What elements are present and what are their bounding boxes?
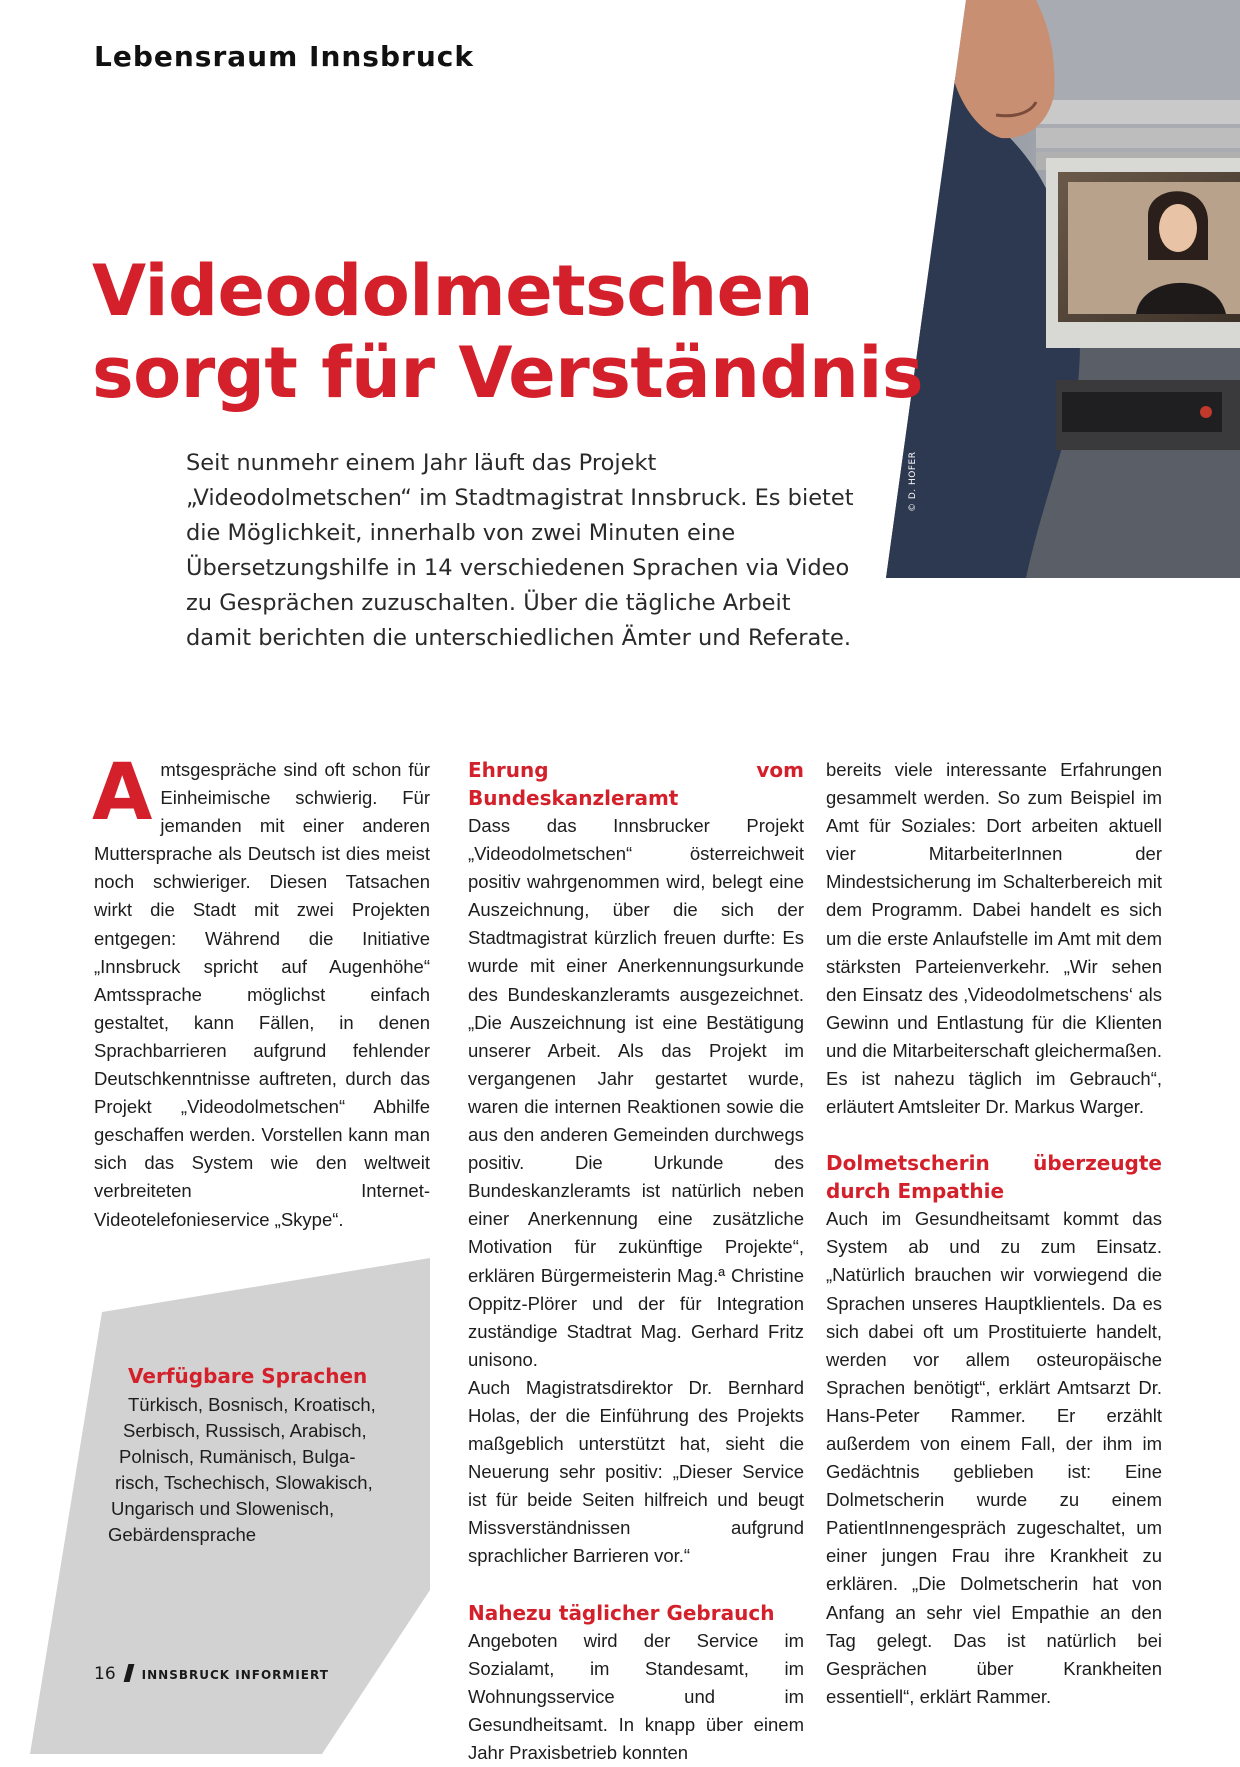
languages-line: Polnisch, Rumänisch, Bulga- [119, 1446, 356, 1467]
column-2 [468, 756, 804, 1767]
subhead-gebrauch: Nahezu täglicher Gebrauch [468, 1600, 775, 1625]
page-footer [94, 1664, 329, 1684]
headline-line-2: sorgt für Verständnis [92, 332, 924, 414]
headline [92, 250, 923, 414]
publication-name: INNSBRUCK INFORMIERT [141, 1668, 329, 1682]
column-1 [92, 748, 430, 1234]
article-photo [886, 0, 1240, 578]
paragraph-ehrung: Dass das Innsbrucker Projekt „Videodolmetschen“ österreichweit positiv wahrgenommen wird, belegt eine Auszeichnung, über die sich der Stadtmagistrat kürzlich freuen durfte: Es wurde mit einer Anerkennungsurkunde des Bundeskanzleramts ausgezeichnet. „Die Auszeichnung ist eine Bestätigung unserer Arbeit. Als das Projekt im vergangenen Jahr gestartet wurde, waren die internen Reaktionen sowie die aus den anderen Gemeinden durchwegs positiv. Die Urkunde des Bundeskanzleramts ist natürlich neben einer Anerkennung eine zusätzliche Motivation für zukünftige Projekte“, erklären Bürgermeisterin Mag.ª Christine Oppitz-Plörer und der für Integration zuständige Stadtrat Mag. Gerhard Fritz unisono. [468, 815, 804, 1370]
intro-paragraph [92, 748, 430, 1234]
languages-box [108, 1362, 408, 1548]
drop-cap: A [92, 748, 153, 838]
intro-text: mtsgespräche sind oft schon für Einheimische schwierig. Für jemanden mit einer anderen Muttersprache als Deutsch ist dies meist noch schwieriger. Diesen Tatsachen wirkt die Stadt mit zwei Projekten entgegen: Während die Initiative „Innsbruck spricht auf Augenhöhe“ Amtssprache möglichst einfach gestaltet, kann Fällen, in denen Sprachbarrieren aufgrund fehlender Deutschkenntnisse auftreten, durch das Projekt „Videodolmetschen“ Abhilfe geschaffen werden. Vorstellen kann man sich das System wie den weltweit verbreiteten Internet-Videotelefonieservice „Skype“. [94, 759, 430, 1230]
subhead-empathie: Dolmetscherin überzeugte durch Empathie [826, 1151, 1162, 1204]
lead-paragraph: Seit nunmehr einem Jahr läuft das Projekt „Videodolmetschen“ im Stadtmagistrat Innsbruck. Es bietet die Möglichkeit, innerhalb von zwei Minuten eine Übersetzungshilfe in 14 verschiedenen Sprachen via Video zu Gesprächen zuzuschalten. Über die tägliche Arbeit damit berichten die unterschiedlichen Ämter und Referate. [186, 450, 854, 651]
page-number: 16 [94, 1664, 116, 1684]
section-label: Lebensraum Innsbruck [94, 40, 474, 73]
photo-credit: © D. HOFER [908, 451, 918, 512]
languages-line: risch, Tschechisch, Slowakisch, [115, 1472, 373, 1493]
paragraph-gebrauch: Angeboten wird der Service im Sozialamt, im Standesamt, im Wohnungsservice und im Gesundheitsamt. In knapp über einem Jahr Praxisbetrieb konnten [468, 1629, 804, 1763]
column-3 [826, 756, 1162, 1711]
paragraph-holas: Auch Magistratsdirektor Dr. Bernhard Holas, der die Einführung des Projekts maßgeblich unterstützt hat, sieht die Neuerung sehr positiv: „Dieser Service ist für beide Seiten hilfreich und beugt Missverständnissen aufgrund sprachlicher Barrieren vor.“ [468, 1376, 804, 1567]
paragraph-gesundheitsamt: Auch im Gesundheitsamt kommt das System ab und zu zum Einsatz. „Natürlich brauchen wir vorwiegend die Sprachen unseres Hauptklientels. Da es sich dabei oft um Prostituierte handelt, werden vor allem osteuropäische Sprachen benötigt“, erklärt Amtsarzt Dr. Hans-Peter Rammer. Er erzählt außerdem von einem Fall, der ihm im Gedächtnis geblieben ist: Eine Dolmetscherin wurde zu einem PatientInnengespräch zugeschaltet, um einer jungen Frau ihre Krankheit zu erklären. „Die Dolmetscherin hat von Anfang an sehr viel Empathie an den Tag gelegt. Das ist natürlich bei Gesprächen über Krankheiten essentiell“, erklärt Rammer. [826, 1208, 1162, 1707]
languages-line: Ungarisch und Slowenisch, [111, 1498, 335, 1519]
headline-line-1: Videodolmetschen [92, 250, 813, 332]
languages-title: Verfügbare Sprachen [128, 1364, 368, 1388]
languages-line: Gebärdensprache [108, 1524, 257, 1545]
footer-slash-icon [123, 1664, 134, 1682]
languages-line: Türkisch, Bosnisch, Kroatisch, [128, 1394, 376, 1415]
subhead-ehrung: Ehrung vom Bundeskanzleramt [468, 758, 804, 810]
languages-line: Serbisch, Russisch, Arabisch, [123, 1420, 367, 1441]
paragraph-soziales: bereits viele interessante Erfahrungen gesammelt werden. So zum Beispiel im Amt für Soziales: Dort arbeiten aktuell vier MitarbeiterInnen der Mindestsicherung im Schalterbereich mit dem Programm. Dabei handelt es sich um die erste Anlaufstelle im Amt mit dem stärksten Parteienverkehr. „Wir sehen den Einsatz des ‚Videodolmetschens‘ als Gewinn und Entlastung für die Klienten und die Mitarbeiterschaft gleichermaßen. Es ist nahezu täglich im Gebrauch“, erläutert Amtsleiter Dr. Markus Warger. [826, 759, 1162, 1118]
